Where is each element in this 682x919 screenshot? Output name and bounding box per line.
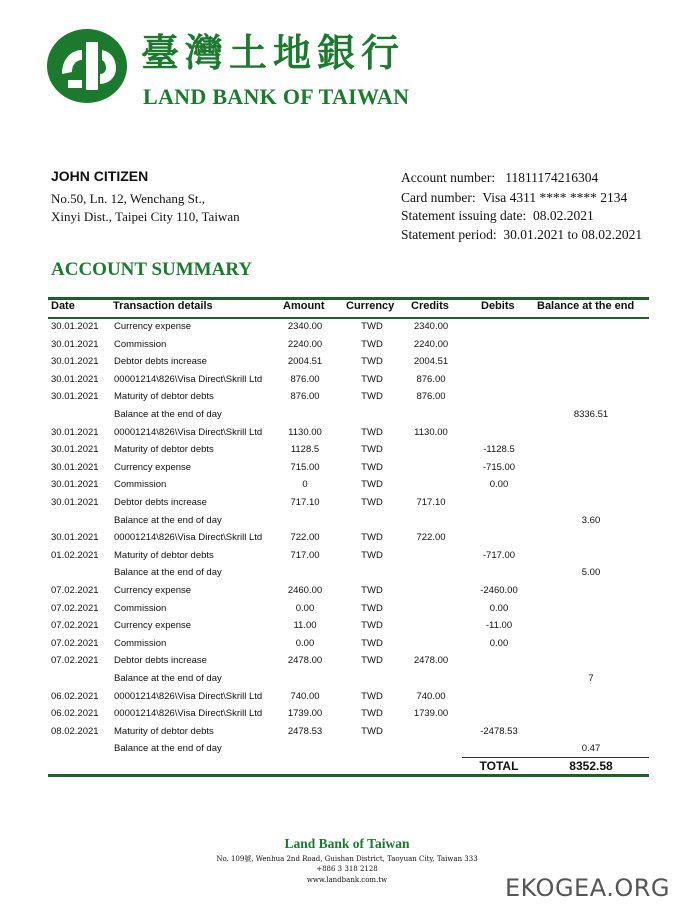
cell-date: 30.01.2021 xyxy=(51,461,99,473)
table-row xyxy=(0,425,682,442)
cell-amount: 0 xyxy=(302,479,308,491)
cell-currency: TWD xyxy=(361,549,383,561)
footer-website: www.landbank.com.tw xyxy=(306,876,388,884)
customer-address-line2: Xinyi Dist., Taipei City 110, Taiwan xyxy=(51,209,240,224)
cell-details: 00001214\826\Visa Direct\Skrill Ltd xyxy=(114,426,263,438)
cell-details: Maturity of debtor debts xyxy=(114,391,214,403)
cell-date: 30.01.2021 xyxy=(51,356,99,368)
header-debits: Debits xyxy=(481,300,515,312)
cell-date: 30.01.2021 xyxy=(51,426,99,438)
footer-phone: +886 3 318 2128 xyxy=(316,865,378,873)
cell-details: Maturity of debtor debts xyxy=(114,444,214,456)
cell-currency: TWD xyxy=(361,585,383,596)
table-row xyxy=(0,548,682,565)
table-row xyxy=(0,583,682,600)
cell-amount: 11.00 xyxy=(293,620,317,632)
cell-date: 07.02.2021 xyxy=(51,655,99,667)
header-amount: Amount xyxy=(283,300,325,312)
cell-balance: 0.47 xyxy=(581,743,601,755)
statement-period-label: Statement period: xyxy=(401,227,497,242)
cell-debit: 0.00 xyxy=(489,602,509,614)
table-row xyxy=(0,337,682,354)
cell-amount: 2478.53 xyxy=(287,725,323,737)
card-number-value: Visa 4311 **** **** 2134 xyxy=(482,190,628,205)
cell-amount: 1739.00 xyxy=(287,708,323,720)
cell-date: 30.01.2021 xyxy=(51,532,99,544)
balance-row xyxy=(0,407,682,424)
cell-currency: TWD xyxy=(361,373,383,385)
cell-date: 07.02.2021 xyxy=(51,585,99,596)
balance-row xyxy=(0,565,682,582)
cell-debit: -717.00 xyxy=(482,549,516,561)
header-balance: Balance at the end xyxy=(537,300,635,312)
cell-currency: TWD xyxy=(361,655,383,667)
cell-currency: TWD xyxy=(361,620,383,632)
cell-amount: 717.10 xyxy=(290,497,320,508)
cell-details: Commission xyxy=(114,602,167,614)
header-details: Transaction details xyxy=(113,300,213,312)
header-date: Date xyxy=(51,300,75,312)
cell-details: Balance at the end of day xyxy=(114,409,222,420)
cell-details: Debtor debts increase xyxy=(114,497,207,508)
total-label: TOTAL xyxy=(479,759,519,773)
account-number-label: Account number: xyxy=(401,170,496,185)
customer-address-line1: No.50, Ln. 12, Wenchang St., xyxy=(51,191,205,206)
cell-date: 30.01.2021 xyxy=(51,497,99,508)
statement-issue-label: Statement issuing date: xyxy=(401,208,527,223)
cell-amount: 717.00 xyxy=(290,549,320,561)
cell-credit: 2240.00 xyxy=(413,338,449,350)
cell-debit: 0.00 xyxy=(489,637,509,649)
cell-balance: 3.60 xyxy=(581,514,601,526)
cell-debit: -715.00 xyxy=(482,461,516,473)
cell-credit: 2478.00 xyxy=(413,655,449,667)
cell-details: Balance at the end of day xyxy=(114,673,222,684)
card-number-line xyxy=(401,190,627,206)
cell-amount: 2240.00 xyxy=(287,338,323,350)
cell-date: 30.01.2021 xyxy=(51,479,99,491)
cell-details: Maturity of debtor debts xyxy=(114,725,214,737)
cell-details: 00001214\826\Visa Direct\Skrill Ltd xyxy=(114,373,263,385)
table-row xyxy=(0,319,682,336)
cell-amount: 2478.00 xyxy=(287,655,323,667)
table-row xyxy=(0,530,682,547)
statement-issue-value: 08.02.2021 xyxy=(532,208,594,223)
cell-credit: 2004.51 xyxy=(413,356,449,368)
cell-currency: TWD xyxy=(361,532,383,544)
cell-details: 00001214\826\Visa Direct\Skrill Ltd xyxy=(114,532,263,544)
customer-name: JOHN CITIZEN xyxy=(51,168,149,184)
cell-currency: TWD xyxy=(361,497,383,508)
table-row xyxy=(0,389,682,406)
cell-currency: TWD xyxy=(361,461,383,473)
cell-details: Commission xyxy=(114,637,167,649)
table-row xyxy=(0,653,682,670)
cell-currency: TWD xyxy=(361,637,383,649)
cell-date: 30.01.2021 xyxy=(51,373,99,385)
statement-period-line xyxy=(401,227,642,243)
cell-details: Maturity of debtor debts xyxy=(114,549,214,561)
cell-date: 30.01.2021 xyxy=(51,391,99,403)
cell-details: Balance at the end of day xyxy=(114,567,222,579)
cell-date: 30.01.2021 xyxy=(51,321,99,332)
cell-date: 06.02.2021 xyxy=(51,690,99,702)
cell-currency: TWD xyxy=(361,602,383,614)
header-credits: Credits xyxy=(411,300,449,312)
cell-credit: 2340.00 xyxy=(413,321,449,332)
cell-currency: TWD xyxy=(361,391,383,403)
account-number-value: 11811174216304 xyxy=(505,170,599,185)
cell-date: 07.02.2021 xyxy=(51,637,99,649)
cell-date: 01.02.2021 xyxy=(51,549,99,561)
cell-date: 07.02.2021 xyxy=(51,602,99,614)
cell-credit: 876.00 xyxy=(416,391,446,403)
balance-row xyxy=(0,741,682,758)
cell-credit: 876.00 xyxy=(416,373,446,385)
cell-details: 00001214\826\Visa Direct\Skrill Ltd xyxy=(114,690,263,702)
cell-balance: 8336.51 xyxy=(573,409,609,420)
watermark: EKOGEA.ORG xyxy=(504,874,670,902)
cell-details: Debtor debts increase xyxy=(114,356,207,368)
cell-date: 08.02.2021 xyxy=(51,725,99,737)
statement-period-value: 30.01.2021 to 08.02.2021 xyxy=(503,227,643,242)
cell-debit: 0.00 xyxy=(489,479,509,491)
cell-balance: 7 xyxy=(588,673,594,684)
table-row xyxy=(0,618,682,635)
cell-amount: 1128.5 xyxy=(290,444,320,456)
cell-amount: 2340.00 xyxy=(287,321,323,332)
cell-details: Commission xyxy=(114,479,167,491)
account-number-line xyxy=(401,170,598,186)
cell-currency: TWD xyxy=(361,690,383,702)
cell-details: Currency expense xyxy=(114,585,192,596)
cell-debit: -1128.5 xyxy=(483,444,515,456)
table-row xyxy=(0,689,682,706)
cell-details: Commission xyxy=(114,338,167,350)
cell-date: 06.02.2021 xyxy=(51,708,99,720)
table-row xyxy=(0,706,682,723)
cell-currency: TWD xyxy=(361,708,383,720)
balance-row xyxy=(0,671,682,688)
table-row xyxy=(0,354,682,371)
cell-details: Debtor debts increase xyxy=(114,655,207,667)
header-currency: Currency xyxy=(346,300,395,312)
cell-amount: 2004.51 xyxy=(287,356,323,368)
cell-currency: TWD xyxy=(361,356,383,368)
cell-date: 30.01.2021 xyxy=(51,444,99,456)
table-row xyxy=(0,601,682,618)
cell-credit: 1739.00 xyxy=(413,708,449,720)
cell-currency: TWD xyxy=(361,444,383,456)
cell-details: Currency expense xyxy=(114,321,192,332)
footer-address: No. 109號, Wenhua 2nd Road, Guishan District, Taoyuan City, Taiwan 333 xyxy=(216,855,478,863)
account-summary-title: ACCOUNT SUMMARY xyxy=(51,259,253,280)
cell-currency: TWD xyxy=(361,426,383,438)
table-row xyxy=(0,372,682,389)
land-bank-logo xyxy=(46,28,128,104)
cell-credit: 1130.00 xyxy=(414,426,448,438)
cell-date: 07.02.2021 xyxy=(51,620,99,632)
total-value: 8352.58 xyxy=(569,759,613,773)
cell-credit: 722.00 xyxy=(416,532,446,544)
cell-balance: 5.00 xyxy=(581,567,601,579)
footer-bank-name: Land Bank of Taiwan xyxy=(284,836,410,851)
cell-debit: -2478.53 xyxy=(480,725,518,737)
table-bottom-rule xyxy=(48,774,649,777)
cell-currency: TWD xyxy=(361,725,383,737)
table-row xyxy=(0,495,682,512)
cell-credit: 740.00 xyxy=(416,690,446,702)
cell-credit: 717.10 xyxy=(416,497,446,508)
cell-amount: 740.00 xyxy=(290,690,320,702)
cell-currency: TWD xyxy=(361,321,383,332)
cell-amount: 2460.00 xyxy=(287,585,323,596)
cell-details: 00001214\826\Visa Direct\Skrill Ltd xyxy=(114,708,263,720)
balance-row xyxy=(0,513,682,530)
cell-amount: 715.00 xyxy=(290,461,320,473)
total-top-rule xyxy=(462,757,649,758)
cell-details: Currency expense xyxy=(114,620,192,632)
cell-debit: -2460.00 xyxy=(480,585,518,596)
table-row xyxy=(0,477,682,494)
table-row xyxy=(0,636,682,653)
table-row xyxy=(0,460,682,477)
cell-currency: TWD xyxy=(361,338,383,350)
cell-amount: 0.00 xyxy=(295,637,315,649)
cell-details: Currency expense xyxy=(114,461,192,473)
cell-amount: 0.00 xyxy=(295,602,315,614)
cell-amount: 1130.00 xyxy=(288,426,322,438)
card-number-label: Card number: xyxy=(401,190,476,205)
cell-currency: TWD xyxy=(361,479,383,491)
bank-name-chinese: 臺灣土地銀行 xyxy=(141,30,406,75)
table-row xyxy=(0,724,682,741)
cell-amount: 876.00 xyxy=(290,373,320,385)
table-row xyxy=(0,442,682,459)
cell-date: 30.01.2021 xyxy=(51,338,99,350)
cell-amount: 876.00 xyxy=(290,391,320,403)
cell-details: Balance at the end of day xyxy=(114,514,222,526)
bank-name-english: LAND BANK OF TAIWAN xyxy=(143,84,410,109)
statement-issue-line xyxy=(401,208,594,224)
cell-debit: -11.00 xyxy=(485,620,513,632)
cell-details: Balance at the end of day xyxy=(114,743,222,755)
cell-amount: 722.00 xyxy=(290,532,320,544)
